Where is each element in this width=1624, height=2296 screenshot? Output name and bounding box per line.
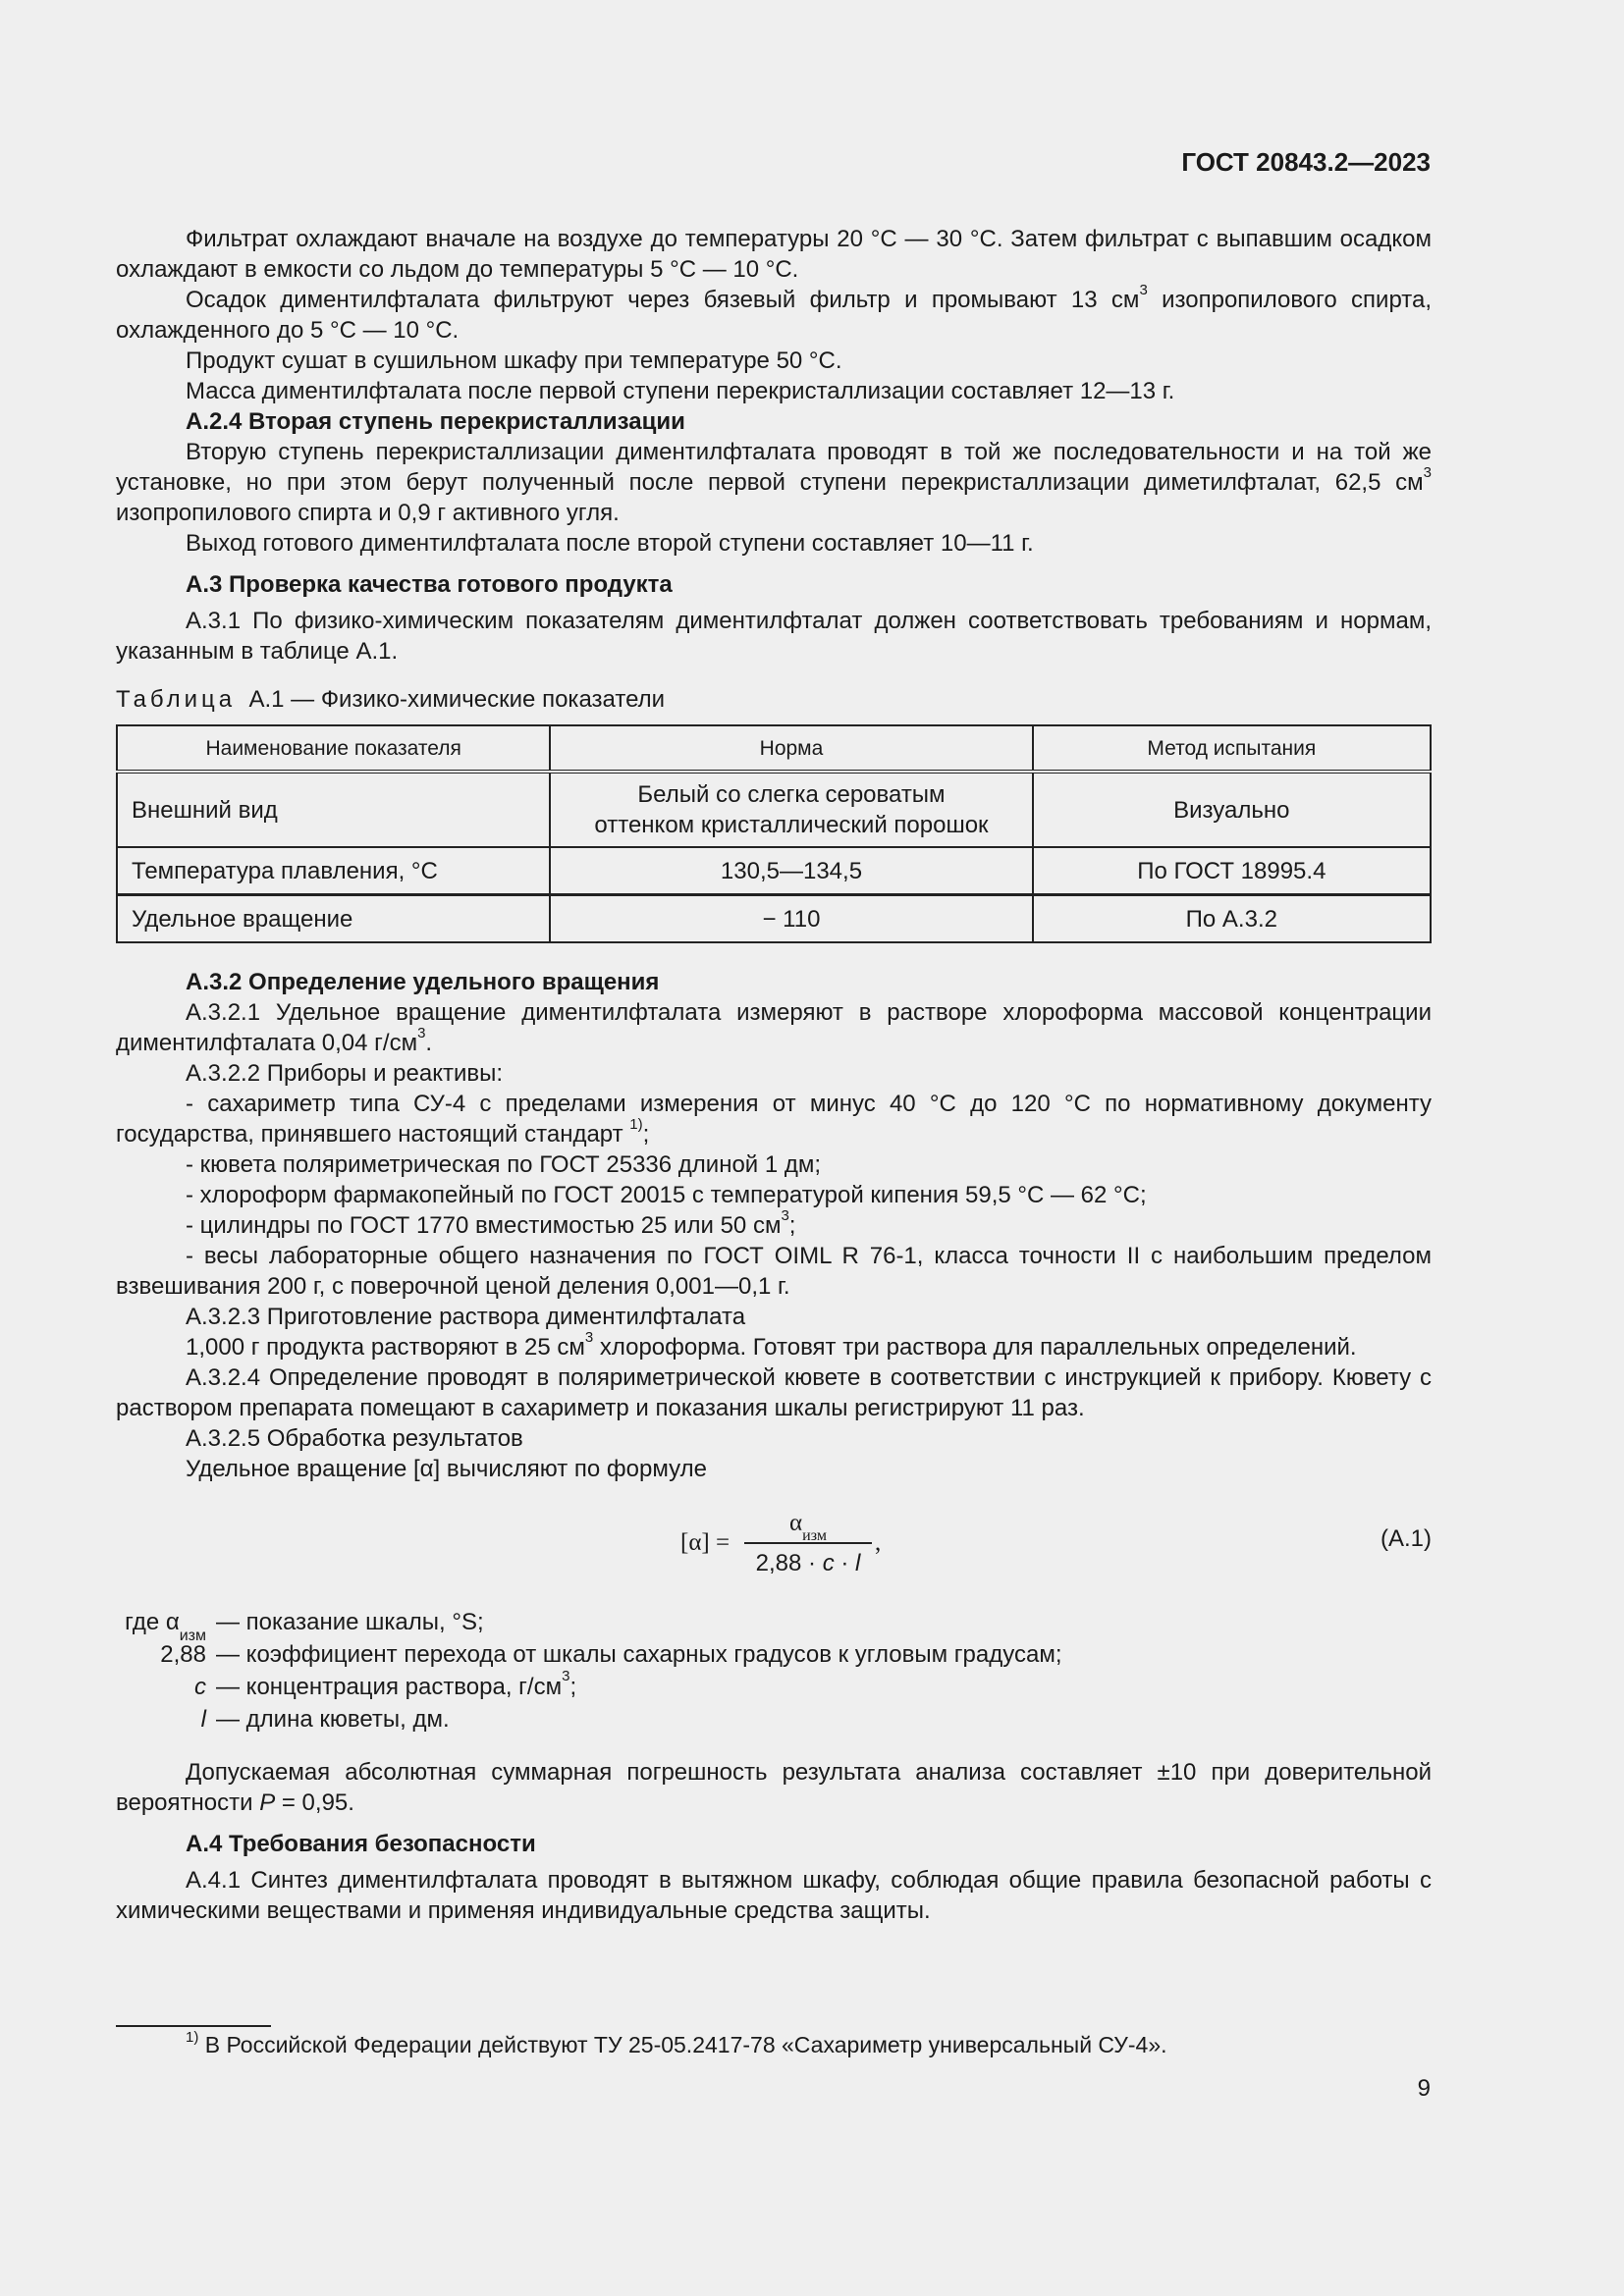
paragraph: 1,000 г продукта растворяют в 25 $см^3$ хлороформа. Готовят три раствора для параллельных определений. — [186, 1329, 1357, 1361]
paragraph: А.3.2.3 Приготовление раствора диментилфталата — [186, 1304, 746, 1330]
formula-fraction — [744, 1508, 872, 1578]
table-cell: Белый со слегка сероватым оттенком кристаллический порошок — [550, 772, 1032, 847]
legend-description: — коэффициент перехода от шкалы сахарных градусов к угловым градусам; — [216, 1641, 1062, 1668]
legend-row — [116, 1638, 1432, 1671]
formula-number: (А.1) — [1380, 1525, 1432, 1552]
paragraph: А.3.2.2 Приборы и реактивы: — [186, 1060, 504, 1087]
section-heading: А.4 Требования безопасности — [186, 1831, 536, 1857]
properties-table — [116, 724, 1432, 943]
formula-comma: , — [875, 1529, 882, 1556]
section-heading: А.2.4 Вторая ступень перекристаллизации — [186, 408, 685, 435]
section-heading: А.3 Проверка качества готового продукта — [186, 571, 673, 598]
legend-symbol: где $\alpha_{изм}$ — [125, 1609, 206, 1644]
list-item: - хлороформ фармакопейный по ГОСТ 20015 с температурой кипения 59,5 °С — 62 °С; — [186, 1182, 1147, 1208]
list-item: - сахариметр типа СУ-4 с пределами измерения от минус 40 °С до 120 °С по нормативному документу государства, принявшего настоящий стандарт $^{1)}$; — [116, 1091, 1432, 1148]
formula-numerator: $\alpha_{изм}$ — [744, 1508, 872, 1544]
legend-row — [116, 1606, 1432, 1644]
paragraph: А.3.2.1 Удельное вращение диментилфталата измеряют в растворе хлороформа массовой концентрации диментилфталата 0,04 $г/см^3$. — [116, 999, 1432, 1056]
paragraph: А.4.1 Синтез диментилфталата проводят в вытяжном шкафу, соблюдая общие правила безопасной работы с химическими веществами и применяя индивидуальные средства защиты. — [116, 1867, 1432, 1924]
table-cell: По А.3.2 — [1033, 895, 1431, 943]
table-header-row — [117, 725, 1431, 772]
formula-a1 — [116, 1494, 1432, 1602]
paragraph: Удельное вращение [α] вычисляют по формуле — [186, 1456, 707, 1482]
table-row — [117, 847, 1431, 895]
legend-row — [116, 1703, 1432, 1735]
formula-denominator: 2,88 · c · l — [755, 1550, 861, 1576]
legend-row — [116, 1668, 1432, 1703]
paragraph: Масса диментилфталата после первой ступени перекристаллизации составляет 12—13 г. — [186, 378, 1175, 404]
table-cell: Удельное вращение — [117, 895, 550, 943]
list-item: - весы лабораторные общего назначения по ГОСТ OIML R 76-1, класса точности II с наибольшим пределом взвешивания 200 г, с поверочной ценой деления 0,001—0,1 г. — [116, 1243, 1432, 1300]
legend-symbol: 2,88 — [160, 1641, 206, 1668]
legend-description: — показание шкалы, °S; — [216, 1609, 484, 1635]
paragraph: А.3.1 По физико-химическим показателям диментилфталат должен соответствовать требованиям и нормам, указанным в таблице А.1. — [116, 608, 1432, 665]
legend-symbol: l — [200, 1706, 206, 1733]
list-item: - цилиндры по ГОСТ 1770 вместимостью 25 или 50 $см^3$; — [186, 1207, 796, 1239]
page-content — [116, 224, 1432, 1926]
column-header: Метод испытания — [1033, 725, 1431, 772]
footnote: $^{1)}$ В Российской Федерации действуют ТУ 25-05.2417-78 «Сахариметр универсальный СУ-4». — [186, 2029, 1167, 2057]
legend-symbol: c — [194, 1674, 206, 1700]
legend-description: — концентрация раствора, $г/см^3$; — [216, 1668, 577, 1700]
table-cell: По ГОСТ 18995.4 — [1033, 847, 1431, 895]
formula-lhs: [α] = — [680, 1529, 731, 1556]
paragraph: А.3.2.4 Определение проводят в поляриметрической кювете в соответствии с инструкцией к прибору. Кювету с раствором препарата помещают в сахариметр и показания шкалы регистрируют 11 раз. — [116, 1364, 1432, 1421]
paragraph: А.3.2.5 Обработка результатов — [186, 1425, 523, 1452]
document-number-header: ГОСТ 20843.2—2023 — [1181, 147, 1431, 177]
table-cell: 130,5—134,5 — [550, 847, 1032, 895]
paragraph: Осадок диментилфталата фильтруют через бязевый фильтр и промывают 13 $см^3$ изопропилового спирта, охлажденного до 5 °С — 10 °С. — [116, 282, 1433, 344]
table-cell: − 110 — [550, 895, 1032, 943]
footnote-separator — [116, 2025, 271, 2027]
formula-legend — [116, 1606, 1432, 1735]
table-cell: Температура плавления, °С — [117, 847, 550, 895]
table-row — [117, 895, 1431, 943]
column-header: Наименование показателя — [117, 725, 550, 772]
table-cell: Визуально — [1033, 772, 1431, 847]
column-header: Норма — [550, 725, 1032, 772]
table-row — [117, 772, 1431, 847]
paragraph: Продукт сушат в сушильном шкафу при температуре 50 °С. — [186, 347, 842, 374]
table-cell: Внешний вид — [117, 772, 550, 847]
paragraph: Допускаемая абсолютная суммарная погрешность результата анализа составляет ±10 при доверительной вероятности P = 0,95. — [116, 1759, 1432, 1816]
list-item: - кювета поляриметрическая по ГОСТ 25336 длиной 1 дм; — [186, 1151, 822, 1178]
legend-description: — длина кюветы, дм. — [216, 1706, 450, 1733]
paragraph: Вторую ступень перекристаллизации диментилфталата проводят в той же последовательности и на той же установке, но при этом берут полученный после первой ступени перекристаллизации диметилфталат, 62,5 $см^3$ изопропилового спирта и 0,9 г активного угля. — [116, 439, 1432, 526]
section-heading: А.3.2 Определение удельного вращения — [186, 969, 660, 995]
table-caption: Таблица А.1 — Физико-химические показатели — [116, 686, 666, 713]
page-number: 9 — [1417, 2075, 1431, 2102]
paragraph: Выход готового диментилфталата после второй ступени составляет 10—11 г. — [186, 530, 1034, 557]
paragraph: Фильтрат охлаждают вначале на воздухе до температуры 20 °С — 30 °С. Затем фильтрат с выпавшим осадком охлаждают в емкости со льдом до температуры 5 °С — 10 °С. — [116, 226, 1432, 283]
